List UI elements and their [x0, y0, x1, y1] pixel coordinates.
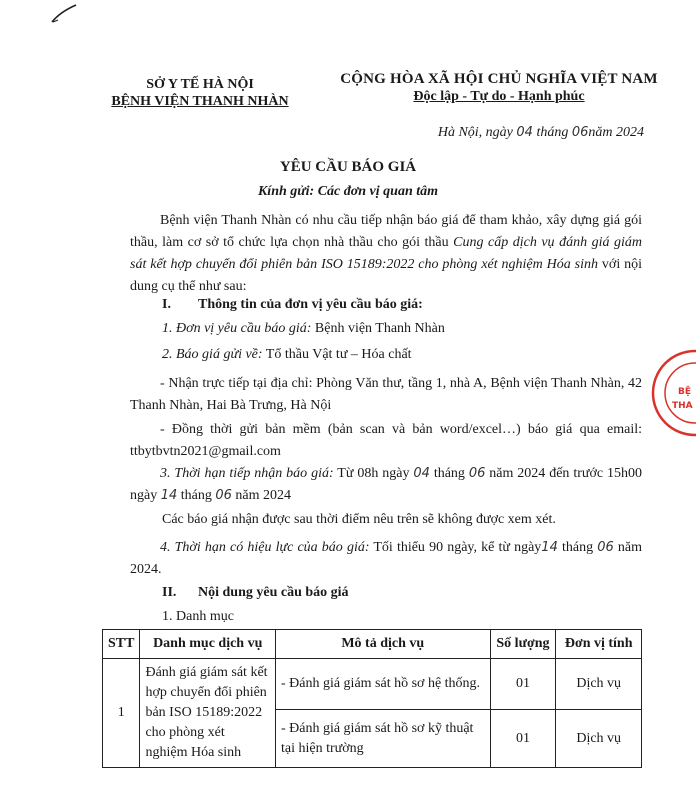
national-motto: Độc lập - Tự do - Hạnh phúc — [413, 89, 585, 104]
item-3: 3. Thời hạn tiếp nhận báo giá: Từ 08h ngày 04 tháng 06 năm 2024 đến trước 15h00 ngày 14 tháng 06 năm 2024 — [130, 466, 642, 503]
item-4: 4. Thời hạn có hiệu lực của báo giá: Tối thiểu 90 ngày, kể từ ngày14 tháng 06 năm 2024. — [130, 540, 642, 577]
pen-mark-decoration — [50, 2, 80, 24]
header-left — [90, 76, 310, 110]
email-address: ttbytbvtn2021@gmail.com — [130, 444, 281, 459]
intro-paragraph: Bệnh viện Thanh Nhàn có nhu cầu tiếp nhận báo giá để tham khảo, xây dựng giá gói thầu, làm cơ sở tổ chức lựa chọn nhà thầu cho gói thầu Cung cấp dịch vụ đánh giá giám sát kết hợp chuyển đổi phiên bản ISO 15189:2022 cho phòng xét nghiệm Hóa sinh với nội dung cụ thể như sau: — [130, 213, 643, 294]
list-heading: 1. Danh mục — [162, 609, 234, 624]
section-1-heading: I. Thông tin của đơn vị yêu cầu báo giá: — [162, 297, 423, 312]
col-header-stt: STT — [103, 630, 140, 659]
late-note: Các báo giá nhận được sau thời điểm nêu trên sẽ không được xem xét. — [162, 512, 556, 527]
row-desc: - Đánh giá giám sát hồ sơ kỹ thuật tại hiện trường — [275, 710, 490, 768]
national-title: CỘNG HÒA XÃ HỘI CHỦ NGHĨA VIỆT NAM — [340, 71, 658, 87]
document-date: Hà Nội, ngày 04 tháng 06năm 2024 — [437, 125, 644, 140]
email-line: - Đồng thời gửi bản mềm (bản scan và bản word/excel…) báo giá qua email: ttbytbvtn2021@gmail.com — [130, 422, 642, 459]
date-day: 04 — [516, 125, 533, 140]
col-header-qty: Số lượng — [490, 630, 556, 659]
row-unit: Dịch vụ — [556, 659, 642, 710]
red-stamp — [650, 348, 696, 438]
table-row — [103, 659, 642, 710]
row-stt: 1 — [103, 659, 140, 768]
package-name: Cung cấp dịch vụ đánh giá giám sát kết hợp chuyển đổi phiên bản ISO 15189:2022 cho phòng xét nghiệm Hóa sinh — [130, 235, 642, 272]
row-desc: - Đánh giá giám sát hồ sơ hệ thống. — [275, 659, 490, 710]
col-header-category: Danh mục dịch vụ — [140, 630, 276, 659]
item-1: 1. Đơn vị yêu cầu báo giá: Bệnh viện Thanh Nhàn — [162, 321, 445, 336]
document-title: YÊU CẦU BÁO GIÁ — [279, 159, 417, 175]
row-unit: Dịch vụ — [556, 710, 642, 768]
table-header-row — [103, 630, 642, 659]
hospital-name: BỆNH VIỆN THANH NHÀN — [111, 94, 289, 109]
header-right — [318, 70, 680, 106]
row-qty: 01 — [490, 659, 556, 710]
department-name: SỞ Y TẾ HÀ NỘI — [146, 77, 254, 92]
col-header-desc: Mô tả dịch vụ — [275, 630, 490, 659]
service-table — [102, 629, 642, 768]
stamp-text-1: BỆ — [678, 387, 692, 397]
section-2-heading: II. Nội dung yêu cầu báo giá — [162, 585, 349, 600]
item-2: 2. Báo giá gửi về: Tổ thầu Vật tư – Hóa chất — [162, 347, 412, 362]
row-qty: 01 — [490, 710, 556, 768]
date-month: 06 — [571, 125, 589, 140]
col-header-unit: Đơn vị tính — [556, 630, 642, 659]
address-line: - Nhận trực tiếp tại địa chỉ: Phòng Văn thư, tầng 1, nhà A, Bệnh viện Thanh Nhàn, 42 Thanh Nhàn, Hai Bà Trưng, Hà Nội — [130, 376, 642, 413]
stamp-text-2: THA — [672, 401, 693, 411]
greeting: Kính gửi: Các đơn vị quan tâm — [257, 184, 439, 199]
row-category: Đánh giá giám sát kết hợp chuyển đổi phiên bản ISO 15189:2022 cho phòng xét nghiệm Hóa sinh — [140, 659, 276, 768]
